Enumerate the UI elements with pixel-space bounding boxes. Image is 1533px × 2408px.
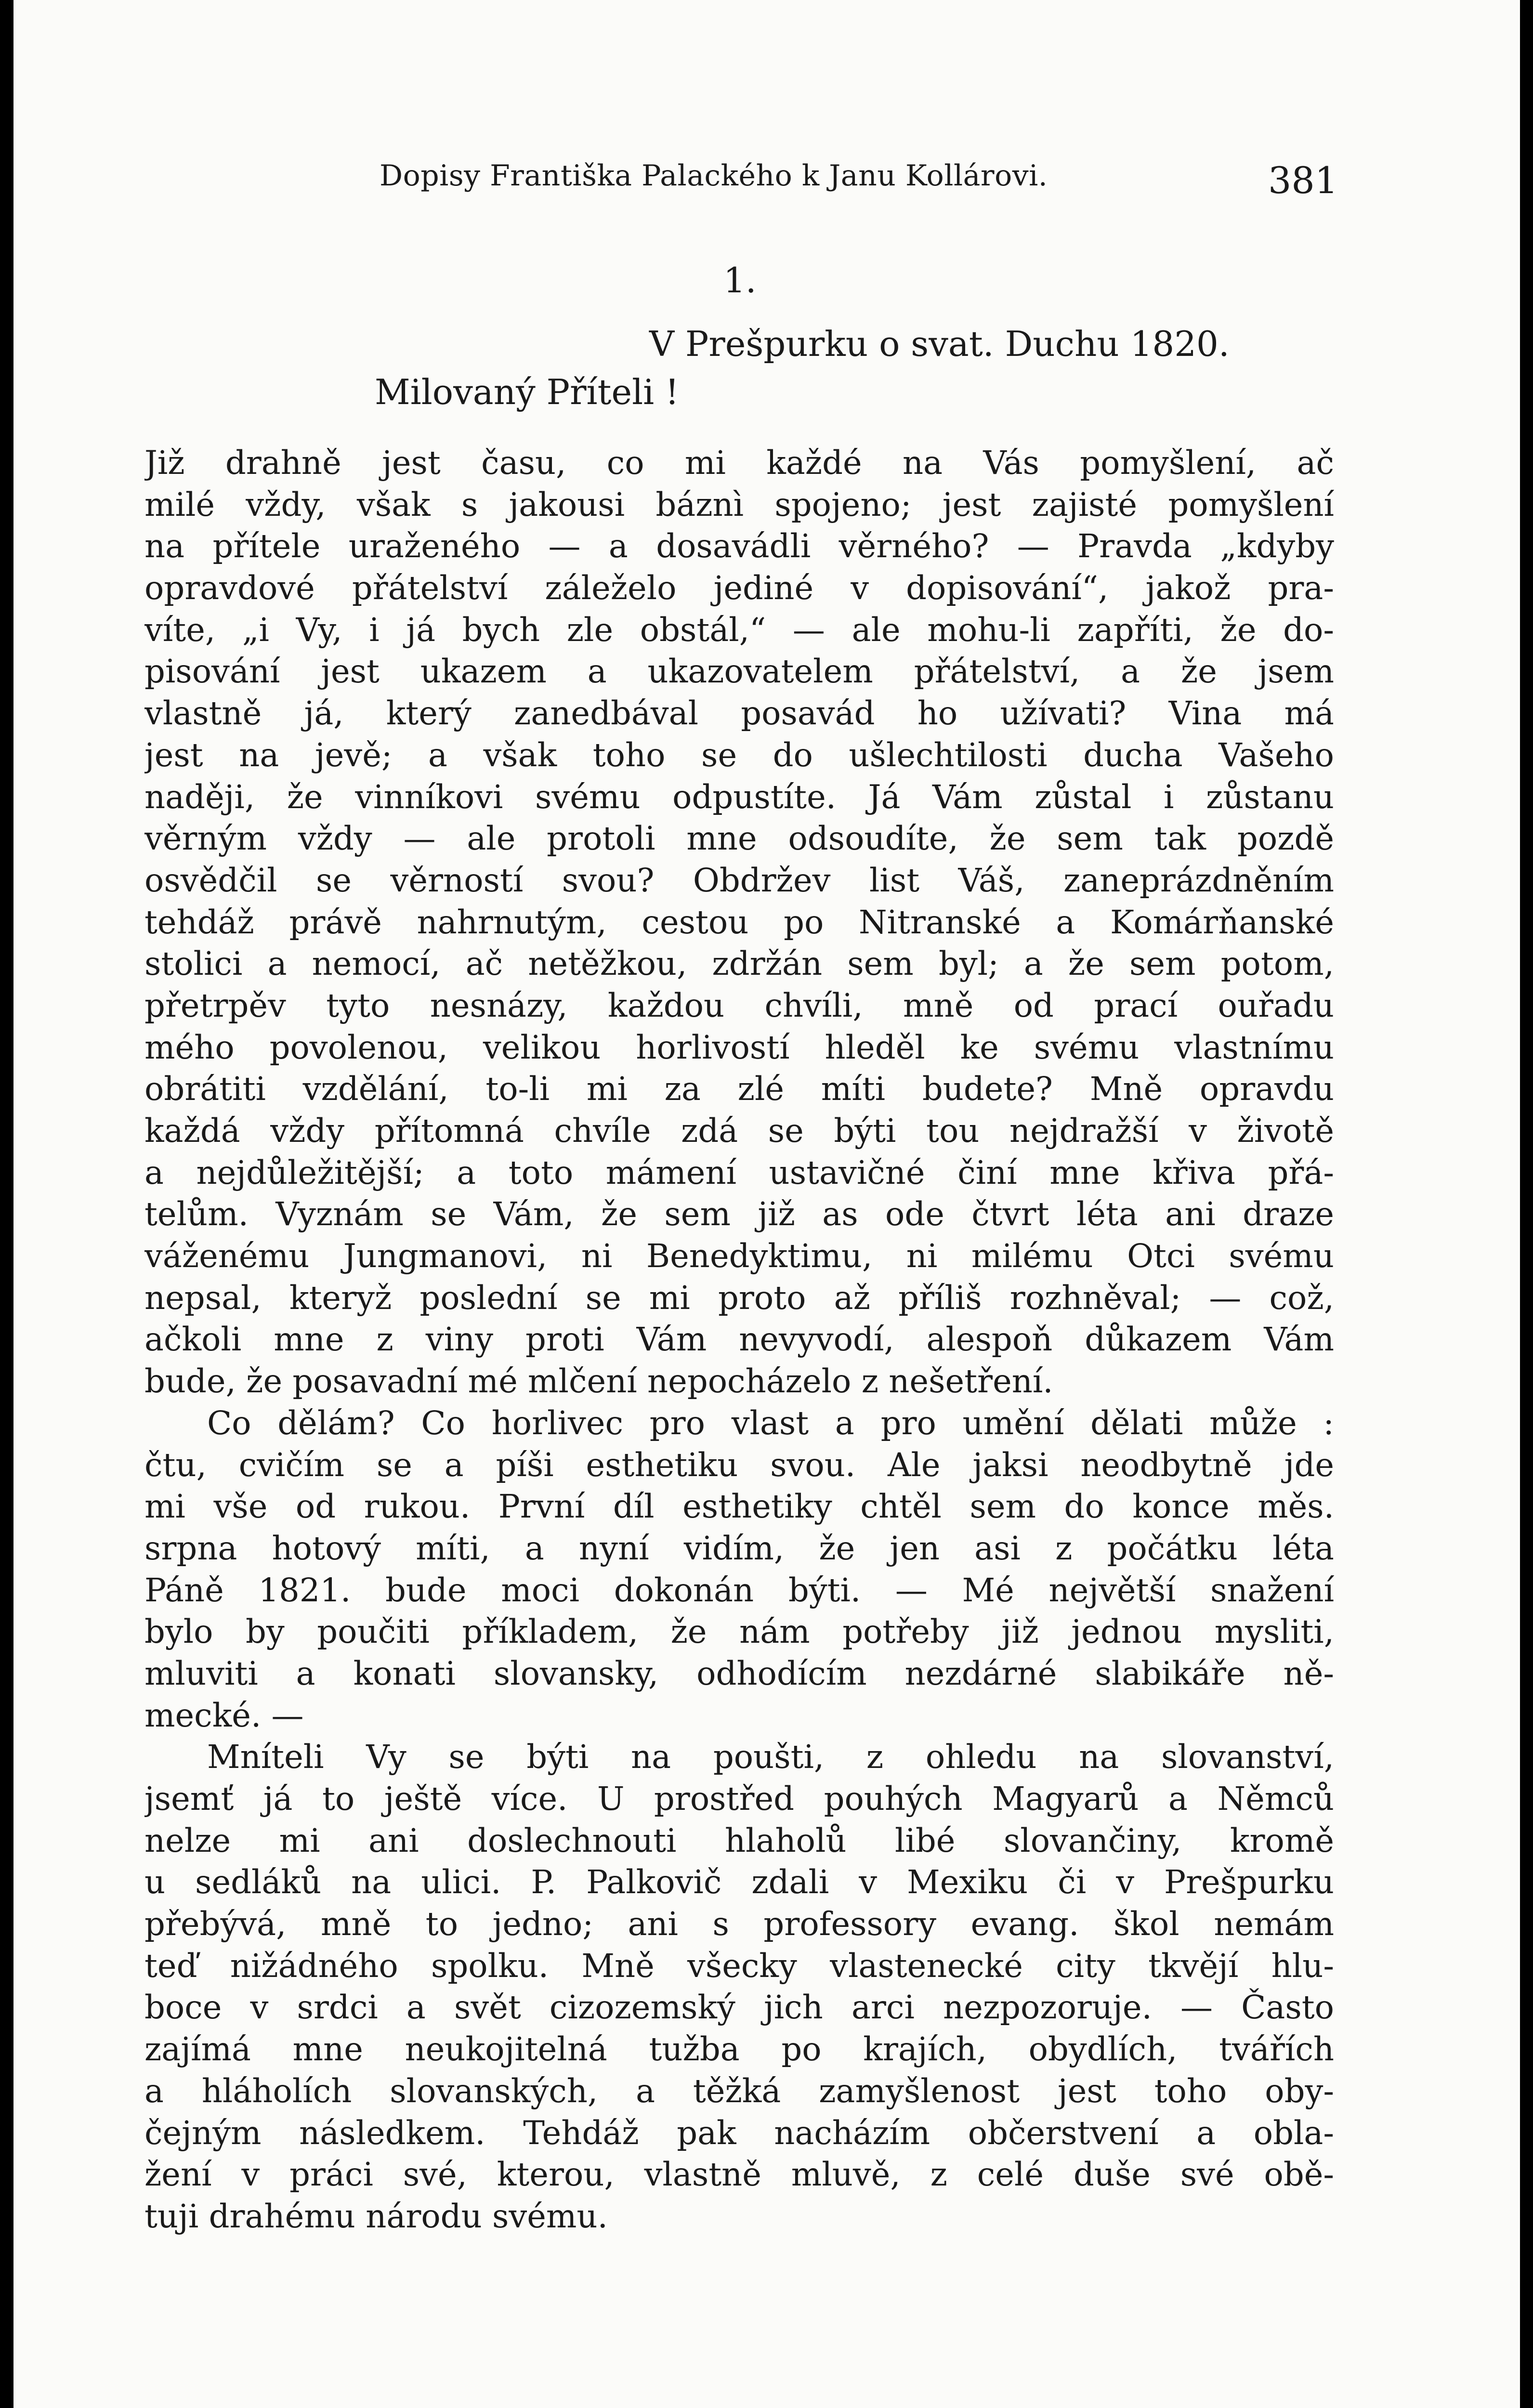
text-line: opravdové přátelství záleželo jediné v dopisování“, jakož pra- [144, 569, 1334, 607]
letter-salutation: Milovaný Příteli ! [375, 372, 679, 412]
text-line: stolici a nemocí, ač netěžkou, zdržán sem byl; a že sem potom, [144, 945, 1334, 983]
text-line: mi vše od rukou. První díl esthetiky chtěl sem do konce měs. [144, 1488, 1334, 1526]
text-line: čejným následkem. Tehdáž pak nacházím občerstvení a obla- [144, 2114, 1334, 2152]
book-page [13, 0, 1520, 2408]
page-number: 381 [1268, 159, 1338, 202]
text-line: zajímá mne neukojitelná tužba po krajích, obydlích, tvářích [144, 2030, 1334, 2068]
text-line: ačkoli mne z viny proti Vám nevyvodí, alespoň důkazem Vám [144, 1321, 1334, 1359]
text-line: nepsal, kteryž poslední se mi proto až příliš rozhněval; — což, [144, 1279, 1334, 1317]
text-line: nelze mi ani doslechnouti hlaholů libé slovančiny, kromě [144, 1821, 1334, 1859]
text-line: žení v práci své, kterou, vlastně mluvě, z celé duše své obě- [144, 2156, 1334, 2194]
text-line: přetrpěv tyto nesnázy, každou chvíli, mně od prací ouřadu [144, 986, 1334, 1024]
text-line: na přítele uraženého — a dosavádli věrného? — Pravda „kdyby [144, 527, 1334, 565]
text-line: Již drahně jest času, co mi každé na Vás pomyšlení, ač [144, 444, 1334, 482]
text-line: naději, že vinníkovi svému odpustíte. Já Vám zůstal i zůstanu [144, 778, 1334, 816]
text-line: čtu, cvičím se a píši esthetiku svou. Ale jaksi neodbytně jde [144, 1446, 1334, 1484]
text-line: telům. Vyznám se Vám, že sem již as ode čtvrt léta ani draze [144, 1195, 1334, 1233]
text-line: bylo by poučiti příkladem, že nám potřeby již jednou mysliti, [144, 1613, 1334, 1651]
text-line: Mníteli Vy se býti na poušti, z ohledu na slovanství, [207, 1738, 1334, 1776]
text-line: osvědčil se věrností svou? Obdržev list Váš, zaneprázdněním [144, 861, 1334, 899]
text-line: tehdáž právě nahrnutým, cestou po Nitranské a Komárňanské [144, 903, 1334, 941]
text-line: pisování jest ukazem a ukazovatelem přátelství, a že jsem [144, 653, 1334, 691]
text-line: přebývá, mně to jedno; ani s professory evang. škol nemám [144, 1905, 1334, 1943]
text-line: boce v srdci a svět cizozemský jich arci nezpozoruje. — Často [144, 1989, 1334, 2027]
text-line: váženému Jungmanovi, ni Benedyktimu, ni milému Otci svému [144, 1237, 1334, 1275]
letter-dateline: V Prešpurku o svat. Duchu 1820. [649, 324, 1230, 364]
text-line: mecké. — [144, 1696, 304, 1734]
text-line: jsemť já to ještě více. U prostřed pouhých Magyarů a Němců [144, 1780, 1334, 1818]
text-line: bude, že posavadní mé mlčení nepocházelo z nešetření. [144, 1362, 1053, 1400]
text-line: mluviti a konati slovansky, odhodícím nezdárné slabikáře ně- [144, 1654, 1334, 1692]
text-line: a hláholích slovanských, a těžká zamyšlenost jest toho oby- [144, 2072, 1334, 2110]
letter-body [144, 442, 1334, 2238]
text-line: u sedláků na ulici. P. Palkovič zdali v Mexiku či v Prešpurku [144, 1863, 1334, 1901]
text-line: a nejdůležitější; a toto mámení ustavičné činí mne křiva přá- [144, 1153, 1334, 1191]
text-line: Co dělám? Co horlivec pro vlast a pro umění dělati může : [207, 1404, 1334, 1442]
text-line: každá vždy přítomná chvíle zdá se býti tou nejdražší v životě [144, 1112, 1334, 1150]
text-line: věrným vždy — ale protoli mne odsoudíte, že sem tak pozdě [144, 820, 1334, 858]
text-line: vlastně já, který zanedbával posavád ho užívati? Vina má [144, 694, 1334, 733]
text-line: mého povolenou, velikou horlivostí hleděl ke svému vlastnímu [144, 1028, 1334, 1066]
text-line: jest na jevě; a však toho se do ušlechtilosti ducha Vašeho [144, 736, 1334, 774]
text-line: obrátiti vzdělání, to-li mi za zlé míti budete? Mně opravdu [144, 1070, 1334, 1108]
text-line: teď nižádného spolku. Mně všecky vlastenecké city tkvějí hlu- [144, 1947, 1334, 1985]
text-line: tuji drahému národu svému. [144, 2197, 608, 2235]
letter-number: 1. [723, 260, 757, 301]
text-line: milé vždy, však s jakousi báznì spojeno; jest zajisté pomyšlení [144, 485, 1334, 523]
text-line: víte, „i Vy, i já bych zle obstál,“ — ale mohu-li zapříti, že do- [144, 611, 1334, 649]
running-title: Dopisy Františka Palackého k Janu Kollárovi. [380, 159, 1048, 193]
text-line: srpna hotový míti, a nyní vidím, že jen asi z počátku léta [144, 1529, 1334, 1567]
text-line: Páně 1821. bude moci dokonán býti. — Mé největší snažení [144, 1571, 1334, 1609]
